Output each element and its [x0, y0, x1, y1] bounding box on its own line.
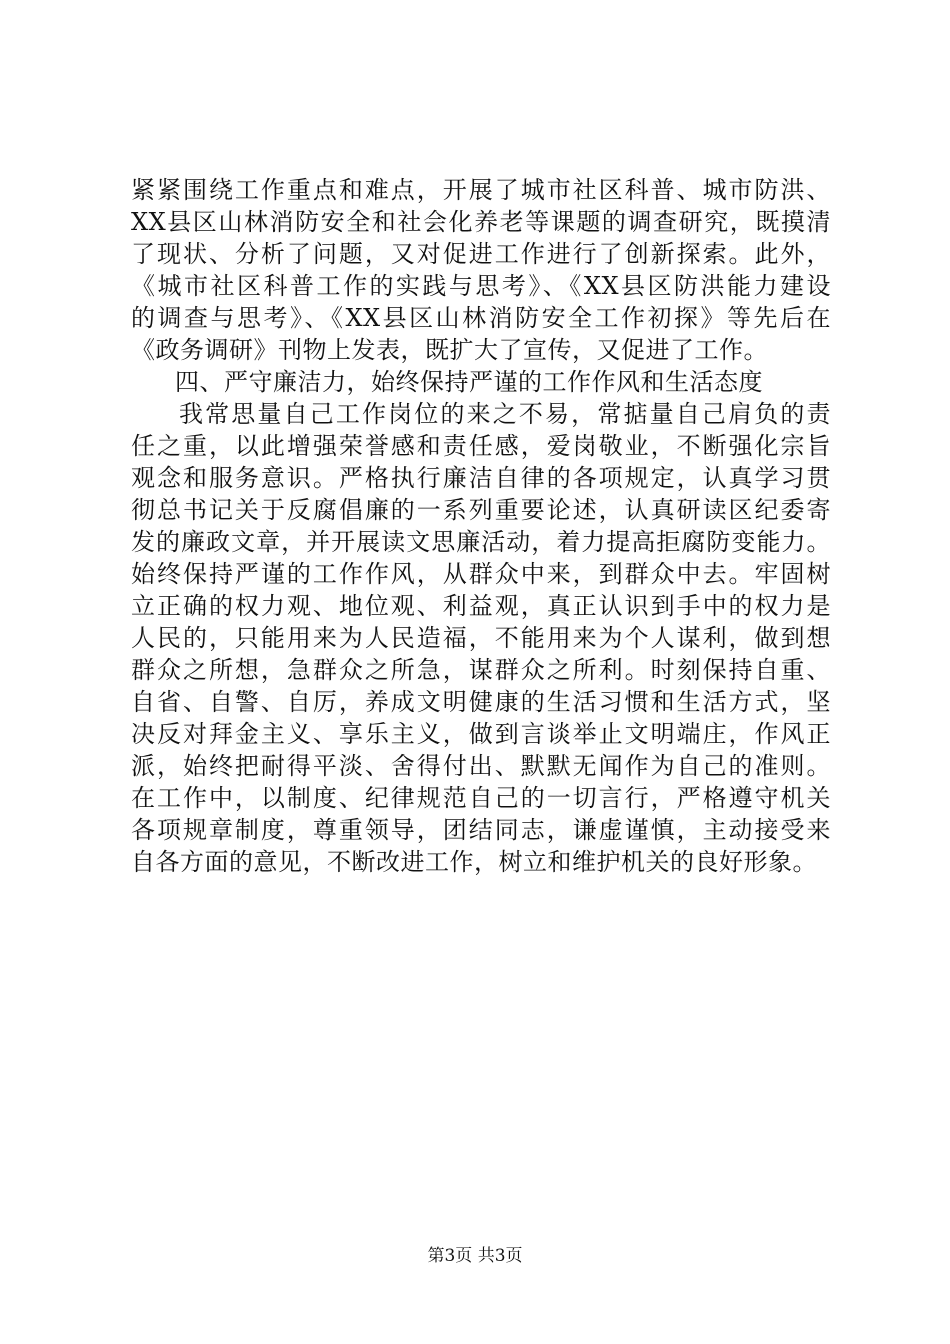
text-line: XX县区山林消防安全和社会化养老等课题的调查研究，既摸清 [131, 208, 831, 236]
text-line: 在工作中，以制度、纪律规范自己的一切言行，严格遵守机关 [131, 784, 831, 812]
text-line: 任之重，以此增强荣誉感和责任感，爱岗敬业，不断强化宗旨 [131, 432, 831, 460]
text-line: 彻总书记关于反腐倡廉的一系列重要论述，认真研读区纪委寄 [131, 496, 831, 524]
text-line: 立正确的权力观、地位观、利益观，真正认识到手中的权力是 [131, 592, 831, 620]
text-line: 《城市社区科普工作的实践与思考》、《XX县区防洪能力建设 [131, 272, 831, 300]
text-line: 《政务调研》刊物上发表，既扩大了宣传，又促进了工作。 [131, 336, 768, 364]
text-line: 始终保持严谨的工作作风，从群众中来，到群众中去。牢固树 [131, 560, 831, 588]
text-line: 紧紧围绕工作重点和难点，开展了城市社区科普、城市防洪、 [131, 176, 831, 204]
text-line: 各项规章制度，尊重领导，团结同志，谦虚谨慎，主动接受来 [131, 816, 831, 844]
text-line: 了现状、分析了问题，又对促进工作进行了创新探索。此外， [131, 240, 831, 268]
text-line: 发的廉政文章，并开展读文思廉活动，着力提高拒腐防变能力。 [131, 528, 831, 556]
page-number: 第3页 共3页 [427, 1246, 523, 1266]
text-line: 决反对拜金主义、享乐主义，做到言谈举止文明端庄，作风正 [131, 720, 831, 748]
text-line: 人民的，只能用来为人民造福，不能用来为个人谋利，做到想 [131, 624, 831, 652]
text-line: 的调查与思考》、《XX县区山林消防安全工作初探》等先后在 [131, 304, 831, 332]
text-line: 群众之所想，急群众之所急，谋群众之所利。时刻保持自重、 [131, 656, 831, 684]
text-line: 观念和服务意识。严格执行廉洁自律的各项规定，认真学习贯 [131, 464, 831, 492]
text-line: 我常思量自己工作岗位的来之不易，常掂量自己肩负的责 [179, 400, 831, 428]
document-body [131, 174, 831, 878]
text-line: 派，始终把耐得平淡、舍得付出、默默无闻作为自己的准则。 [131, 752, 831, 780]
section-heading: 四、严守廉洁力，始终保持严谨的工作作风和生活态度 [175, 368, 763, 396]
text-line: 自省、自警、自厉，养成文明健康的生活习惯和生活方式，坚 [131, 688, 831, 716]
text-line: 自各方面的意见，不断改进工作，树立和维护机关的良好形象。 [131, 848, 817, 876]
paragraph-1 [131, 174, 831, 366]
paragraph-2 [131, 398, 831, 878]
